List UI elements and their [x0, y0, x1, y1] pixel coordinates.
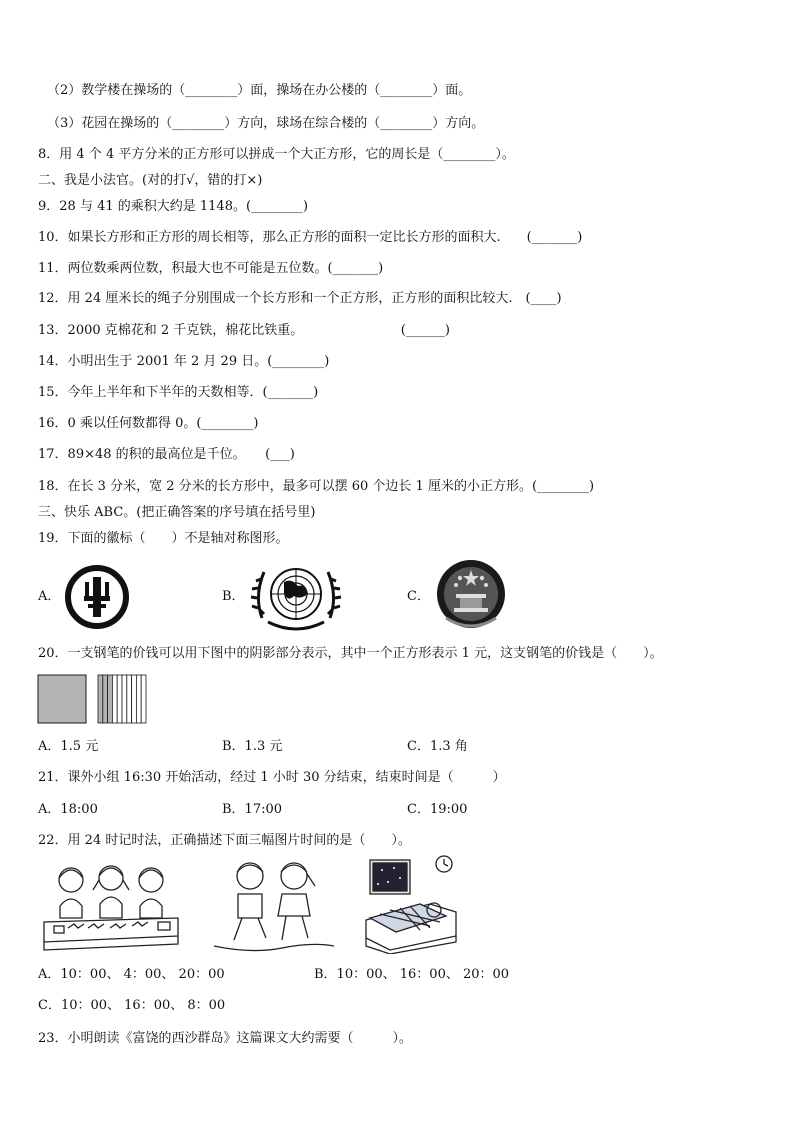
q7-3: （3）花园在操场的（________）方向，球场在综合楼的（________）方向。 [47, 116, 485, 131]
q20-strip [112, 675, 117, 723]
q20-strip [136, 675, 141, 723]
q20-strip [103, 675, 108, 723]
q19-option-a: A． [38, 589, 61, 604]
kids-walking-picture [212, 856, 336, 958]
q7-2: （2）教学楼在操场的（________）面，操场在办公楼的（________）面。 [47, 83, 472, 98]
q20-strip [108, 675, 113, 723]
q13: 13．2000 克棉花和 2 千克铁，棉花比铁重。 (______) [38, 323, 450, 338]
section-3-heading: 三、快乐 ABC。(把正确答案的序号填在括号里) [38, 505, 316, 520]
q20-strip [98, 675, 103, 723]
q20-option-b: B．1.3 元 [222, 739, 283, 754]
q21-option-c: C．19:00 [407, 802, 468, 817]
q11: 11．两位数乘两位数，积最大也不可能是五位数。(_______) [38, 261, 384, 276]
kids-folding-paper-picture [38, 856, 184, 958]
q21: 21．课外小组 16:30 开始活动，经过 1 小时 30 分结束，结束时间是（ ） [38, 770, 506, 785]
q20-strip [132, 675, 137, 723]
q22-option-c: C．10：00、 16：00、 8：00 [38, 998, 226, 1013]
q17: 17．89×48 的积的最高位是千位。 (___) [38, 447, 295, 462]
q23: 23．小明朗读《富饶的西沙群岛》这篇课文大约需要（ ）。 [38, 1031, 413, 1046]
q19-option-b: B． [222, 589, 245, 604]
q20-strip [122, 675, 127, 723]
q22: 22．用 24 时记时法，正确描述下面三幅图片时间的是（ ）。 [38, 833, 411, 848]
q22-option-a: A．10：00、 4：00、 20：00 [38, 967, 225, 982]
q16: 16．0 乘以任何数都得 0。(________) [38, 416, 259, 431]
q20-figure [37, 674, 157, 730]
q9: 9．28 与 41 的乘积大约是 1148。(________) [38, 199, 309, 214]
section-2-heading: 二、我是小法官。(对的打√，错的打×) [38, 173, 263, 188]
q20-strip [117, 675, 122, 723]
q20-option-a: A．1.5 元 [38, 739, 99, 754]
q18: 18．在长 3 分米，宽 2 分米的长方形中，最多可以摆 60 个边长 1 厘米的小正方形。(________) [38, 479, 595, 494]
q21-option-a: A．18:00 [38, 802, 98, 817]
q20-option-c: C．1.3 角 [407, 739, 468, 754]
child-sleeping-picture [360, 854, 460, 958]
un-emblem-icon [248, 556, 344, 640]
q12: 12．用 24 厘米长的绳子分别围成一个长方形和一个正方形，正方形的面积比较大. (____) [38, 291, 562, 306]
q22-option-b: B．10：00、 16：00、 20：00 [314, 967, 510, 982]
q14: 14．小明出生于 2001 年 2 月 29 日。(________) [38, 354, 330, 369]
bank-logo-icon [64, 564, 130, 634]
q19: 19．下面的徽标（ ）不是轴对称图形。 [38, 531, 289, 546]
q19-option-c: C． [407, 589, 430, 604]
q20-strip [127, 675, 132, 723]
national-emblem-icon [432, 556, 510, 638]
q10: 10．如果长方形和正方形的周长相等，那么正方形的面积一定比长方形的面积大. (_______) [38, 230, 583, 245]
q8: 8．用 4 个 4 平方分米的正方形可以拼成一个大正方形，它的周长是（________）。 [38, 147, 515, 162]
q20: 20．一支钢笔的价钱可以用下图中的阴影部分表示，其中一个正方形表示 1 元，这支钢笔的价钱是（ ）。 [38, 646, 663, 661]
q20-square-1 [38, 675, 86, 723]
q15: 15．今年上半年和下半年的天数相等．(_______) [38, 385, 319, 400]
q21-option-b: B．17:00 [222, 802, 283, 817]
q20-strip [141, 675, 146, 723]
